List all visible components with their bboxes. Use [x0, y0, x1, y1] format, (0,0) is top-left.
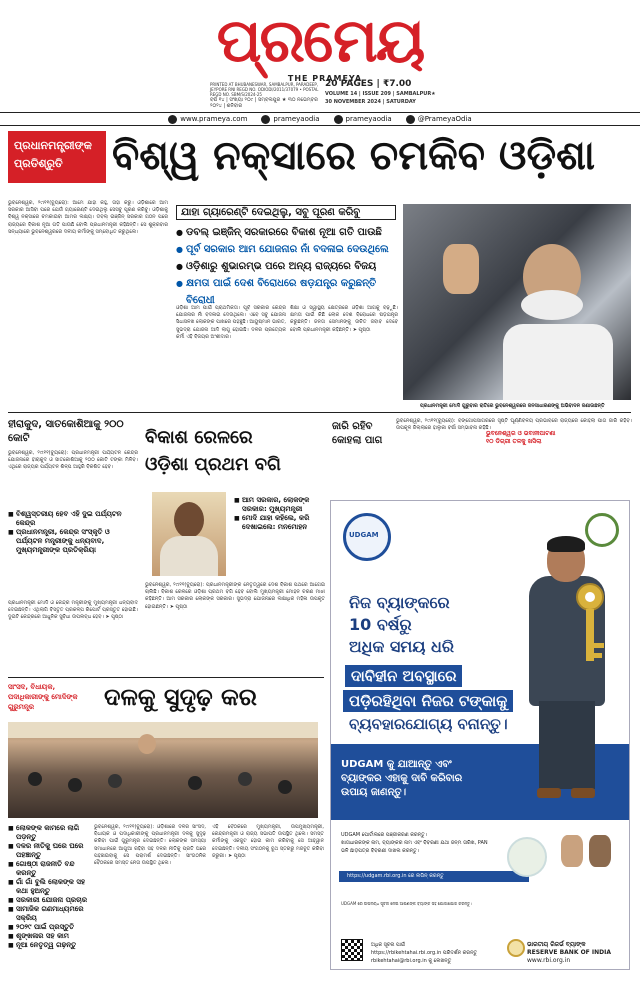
sambad-bullet: ■ ଗୋଷ୍ଠୀ ରାଜନୀତି ବନ୍ଦ କରନ୍ତୁ: [8, 860, 90, 878]
figure-icon: [561, 835, 583, 867]
sambad-kicker: ସାଂସଦ, ବିଧାୟକ, ପଦାଧିକାରୀଙ୍କୁ ମୋଦିଙ୍କ ଗୁରୁମନ୍ତ୍ର: [8, 683, 78, 711]
ad-steps: [341, 831, 491, 855]
meeting-photo[interactable]: [8, 722, 318, 818]
globe-icon: [168, 115, 177, 124]
sambad-bullet: ■ ଗାଁ ଗାଁ ବୁଲି ଲୋକଙ୍କ ସହ କଥା ହୁଅନ୍ତୁ: [8, 878, 90, 896]
beard-shape: [521, 290, 583, 320]
rail-body: ଭୁବନେଶ୍ୱର, ୨୯ା୧୧(ବ୍ୟୁରୋ): ପ୍ରଧାନମନ୍ତ୍ରୀଙ୍କ ନେତୃତ୍ୱରେ ଦେଶ ବିକାଶ ପଥରେ ଆଗେଇ ଚାଲିଛି। ବିକାଶ ରେଳରେ ଓଡ଼ିଶା ପ୍ରଥମ ବଗି ହେବ ବୋଲି ମୁଖ୍ୟମନ୍ତ୍ରୀ ମୋହନ ଚରଣ ମାଝୀ କହିଛନ୍ତି। ଆମ ସରକାର ଲୋକଙ୍କ ସରକାର। ସୁଭଦ୍ରା ଯୋଜନାରେ ଲକ୍ଷାଧିକ ମହିଳା ଉପକୃତ ହୋଇଛନ୍ତି। ➤ ପୃଷ୍ଠା: [145, 582, 325, 610]
cm-photo[interactable]: [152, 492, 226, 576]
rbi-seal-icon: [507, 939, 525, 957]
hirakud-bullet: ■ ପ୍ରଧାନମନ୍ତ୍ରୀ, କେନ୍ଦ୍ର ସଂସ୍କୃତି ଓ ପର୍ଯ୍ୟଟନ ମନ୍ତ୍ରୀଙ୍କୁ ଧନ୍ୟବାଦ, ମୁଖ୍ୟମନ୍ତ୍ରୀଙ୍କ ପ୍ରତିକ୍ରିୟା: [8, 528, 138, 555]
head-shape: [108, 774, 122, 788]
hirakud-body-2: ପ୍ରଧାନମନ୍ତ୍ରୀ ମୋଦି ଓ କେନ୍ଦ୍ର ମନ୍ତ୍ରୀଙ୍କୁ ମୁଖ୍ୟମନ୍ତ୍ରୀ ଧନ୍ୟବାଦ ଦେଇଛନ୍ତି। ଏଥିଲାଗି ବିସ୍ତୃତ ପ୍ରକଳ୍ପ ରିପୋର୍ଟ ପ୍ରସ୍ତୁତ ହୋଇଛି। ଦୁଇଟି କେନ୍ଦ୍ରରେ ଆଧୁନିକ ସୁବିଧା ଉପଲବ୍ଧ ହେବ। ➤ ପୃଷ୍ଠା: [8, 600, 138, 621]
golden-key-icon: [567, 581, 613, 671]
lead-bullet: ● ଡବଲ୍ ଇଞ୍ଜିନ୍ ସରକାରରେ ବିକାଶ ନୂଆ ଗତି ପାଉଛି: [176, 224, 396, 241]
head-shape: [68, 778, 82, 792]
printed-line: PRINTED AT BHUBANESWAR, SAMBALPUR, PARADEEP, JEYPORE RNI REGD NO. ODIODI/2011/37079 • POSTAL REGD NO. SBM/S/2024-25: [210, 82, 319, 97]
social-x[interactable]: prameyaodia: [334, 115, 392, 124]
head-shape: [238, 772, 252, 786]
hirakud-bullet: ■ ବିଶ୍ୱସ୍ତରୀୟ ହେବ ଏହି ଦୁଇ ପର୍ଯ୍ୟଟନ କେନ୍ଦ୍ର: [8, 510, 138, 528]
sambad-bullet: ■ ଦଳର ନୀତିକୁ ଘରେ ଘରେ ପହଞ୍ଚାନ୍ତୁ: [8, 842, 90, 860]
udgam-logo-text: UDGAM: [349, 531, 379, 539]
ad-step: UDGAM ପୋର୍ଟାଲରେ ପଞ୍ଜୀକରଣ କରନ୍ତୁ।: [341, 832, 427, 838]
rail-bullet: ■ ମୋଦି ଯାହା କହିଲେ, କରି ଦେଖାଇଲେ: ମନମୋହନ: [234, 514, 324, 532]
head-shape: [28, 772, 42, 786]
odia-date: ବର୍ଷ ୧୪ | ସଂଖ୍ୟା ୨୦୯ | ସମ୍ବଲପୁର ★ ୩୦ ନଭେମ୍ବର ୨୦୨୪ | ଶନିବାର: [210, 97, 318, 109]
ad-pill-2: ପଡ଼ିରହିଥିବା ନିଜର ଟଙ୍କାକୁ: [343, 690, 513, 712]
ad-footnote: UDGAM ରେ ଉପଲବ୍ଧ ସୂଚନା ନେଇ ଆପଣଙ୍କ ବ୍ୟାଙ୍କ ସହ ଯୋଗାଯୋଗ କରନ୍ତୁ।: [341, 901, 472, 906]
social-bar: [0, 112, 640, 126]
sambad-bullet: ■ ସରକାରୀ ଯୋଜନା ପ୍ରଚାର: [8, 896, 90, 905]
divider: [8, 412, 631, 413]
rbi-name: ଭାରତୀୟ ରିଜର୍ଭ ବ୍ୟାଙ୍କ RESERVE BANK OF INDIA www.rbi.org.in: [527, 941, 611, 964]
logo-subtitle: THE PRAMEYA: [287, 74, 363, 83]
ad-step: ଖାତାଧାରକଙ୍କ ନାମ, ବ୍ୟାଙ୍କର ନାମ ଏବଂ ବିବରଣୀ ଯଥା ଜନ୍ମ ତାରିଖ, PAN ଭଳି ଛାଡ଼ପତ୍ର ବିବରଣୀ ଦାଖଲ କରନ୍ତୁ।: [341, 840, 488, 854]
kohla-headline[interactable]: ଜାରି ରହିବ କୋହଲା ପାଗ: [332, 421, 383, 446]
head-shape: [188, 776, 202, 790]
sambad-bullet: ■ ଲୋକଙ୍କ କାମରେ ଲାଗି ପଡ଼ନ୍ତୁ: [8, 824, 90, 842]
ad-url[interactable]: https://udgam.rbi.org.in ରେ ଲଗିନ୍ କରନ୍ତୁ: [339, 871, 529, 882]
shoe-shape: [571, 788, 595, 798]
sambad-body-2: ଏହି ବୈଠକରେ ମୁଖ୍ୟମନ୍ତ୍ରୀ, ଉପମୁଖ୍ୟମନ୍ତ୍ରୀ, କେନ୍ଦ୍ରମନ୍ତ୍ରୀ ଓ ରାଜ୍ୟ ସଭାପତି ଉପସ୍ଥିତ ଥିଲେ। ସମସ୍ତ କର୍ମୀଙ୍କୁ ଏକଜୁଟ ହୋଇ କାମ କରିବାକୁ ସେ ଆହ୍ୱାନ ଦେଇଛନ୍ତି। ଦଳୀୟ ସଂଗଠନକୁ ବୁଥ ସ୍ତରରୁ ମଜବୁତ କରିବା ଜରୁରୀ। ➤ ପୃଷ୍ଠା: [212, 824, 324, 859]
figure-icon: [589, 835, 611, 867]
sambad-bullet: ■ ସାମାଜିକ ଗଣମାଧ୍ୟମରେ ସକ୍ରିୟ: [8, 905, 90, 923]
masthead: [0, 0, 640, 112]
english-date: 30 NOVEMBER 2024 | SATURDAY: [325, 99, 416, 105]
shoe-shape: [537, 788, 561, 798]
lead-bullet: ● ପୂର୍ବ ସରକାର ଆମ ଯୋଜନାର ନାଁ ବଦଳାଇ ଦେଉଥିଲେ: [176, 241, 396, 258]
rail-headline-1[interactable]: ବିକାଶ ରେଳରେ: [145, 427, 253, 448]
ad-pill-1: ଦାବିହୀନ ଅବସ୍ଥାରେ: [345, 665, 462, 687]
rail-headline-2[interactable]: ଓଡ଼ିଶା ପ୍ରଥମ ବଗି: [145, 454, 281, 475]
ad-udgam-text: UDGAM କୁ ଯାଆନ୍ତୁ ଏବଂ ବ୍ୟାଙ୍କର ଏହାକୁ ଦାବି କରିବାର ଉପାୟ ଜାଣନ୍ତୁ।: [341, 759, 463, 798]
divider: [8, 677, 324, 678]
hirakud-body: ଭୁବନେଶ୍ୱର, ୨୯ା୧୧(ବ୍ୟୁରୋ): ପ୍ରଧାନମନ୍ତ୍ରୀ ପର୍ଯ୍ୟଟନ କେନ୍ଦ୍ର ଯୋଜନାରେ ହୀରାକୁଦ ଓ ସାତକୋଶିଆକୁ ୨୦୦ କୋଟି ଟଙ୍କା ମିଳିବ। ଏଥିରେ ରାଜ୍ୟର ପର୍ଯ୍ୟଟନ ଶିଳ୍ପ ଆହୁରି ବିକଶିତ ହେବ।: [8, 450, 138, 471]
ad-contact: ଅଧିକ ସୂଚନା ପାଇଁ https://rbikehtahai.rbi.org.in ପରିଦର୍ଶନ କରନ୍ତୁ rbikehtahai@rbi.org.in କୁ ଲେଖନ୍ତୁ: [371, 942, 478, 964]
sambad-bullet: ■ ୨୦୨୯ ପାଇଁ ପ୍ରସ୍ତୁତି: [8, 923, 90, 932]
hand-shape: [443, 244, 479, 294]
lead-photo-caption: ପ୍ରଧାନମନ୍ତ୍ରୀ ମୋଦି ଗୁରୁବାର ରାତିରେ ଭୁବନେଶ୍ୱରରେ ଜନସାଧାରଣଙ୍କୁ ଅଭିବାଦନ ଜଣାଉଛନ୍ତି: [420, 403, 605, 409]
lead-headline[interactable]: ବିଶ୍ୱ ନକ୍ସାରେ ଚମକିବ ଓଡ଼ିଶା: [112, 133, 595, 179]
sambad-bullets: [8, 824, 90, 950]
lead-right-column: ଶିକ୍ଷା ଓ ସ୍ୱାସ୍ଥ୍ୟ କ୍ଷେତ୍ରରେ ଓଡ଼ିଶା ଆଗକୁ ବଢ଼ୁଛି। କ୍ଷମତା ପାଇଁ କିଛି ଲୋକ ଦେଶ ବିରୋଧରେ ଷଡ଼ଯନ୍ତ୍ର କରୁଛନ୍ତି। ଜନତା ସେମାନଙ୍କୁ ଉଚିତ ଜବାବ ଦେବେ ବୋଲି ପ୍ରଧାନମନ୍ତ୍ରୀ କହିଛନ୍ତି। ➤ ପୃଷ୍ଠା: [290, 305, 398, 333]
social-website[interactable]: www.prameya.com: [168, 115, 247, 124]
sambad-bullet: ■ ନୂଆ ନେତୃତ୍ୱ ଗଢ଼ନ୍ତୁ: [8, 941, 90, 950]
lead-kicker: ଯାହା ଗ୍ୟାରେଣ୍ଟି ଦେଇଥିଲୁ, ସବୁ ପୂରଣ କରିବୁ: [176, 205, 396, 220]
lead-tag: ପ୍ରଧାନମନ୍ତ୍ରୀଙ୍କ ପ୍ରତିଶ୍ରୁତି: [8, 131, 106, 183]
rail-bullet: ■ ଆମ ସରକାର, ଲୋକଙ୍କ ସରକାର: ମୁଖ୍ୟମନ୍ତ୍ରୀ: [234, 496, 324, 514]
facebook-icon: [261, 115, 270, 124]
lead-mid-column: ଓଡ଼ିଶା ଆମ ପାଇଁ ପ୍ରାଥମିକତା। ପୂର୍ବ ସରକାର କେନ୍ଦ୍ର ଯୋଜନାର ନାଁ ବଦଳାଇ ଦେଉଥିଲେ। ଏବେ ସବୁ ଯୋଜନା ସିଧାସଳଖ ଲୋକଙ୍କ ପାଖରେ ପହଞ୍ଚୁଛି। ଆୟୁଷ୍ମାନ ଭାରତ, ସୁଭଦ୍ରା ଯୋଜନା ଆଦି ଲାଗୁ ହୋଇଛି। ଦଳର ପ୍ରତ୍ୟେକ କର୍ମୀ ଏହି ବିଜୟର ଅଂଶୀଦାର।: [176, 305, 286, 340]
qr-code-icon[interactable]: [341, 939, 363, 961]
hair-shape: [547, 536, 585, 552]
ad-line-2: 10 ବର୍ଷରୁ: [349, 615, 412, 634]
banner-shape: [8, 722, 318, 738]
rail-bullets: [234, 496, 324, 532]
lead-bullets: [176, 224, 396, 309]
badge-icon: [507, 837, 547, 877]
kohla-body: ଭୁବନେଶ୍ୱର, ୨୯ା୧୧(ବ୍ୟୁରୋ): ବଙ୍ଗୋପସାଗରରେ ସୃଷ୍ଟି ଘୂର୍ଣ୍ଣିବଳୟ ପ୍ରଭାବରେ ରାଜ୍ୟରେ କୋହଲା ପାଗ ଜାରି ରହିବ। ଉପକୂଳ ଜିଲ୍ଲାରେ ହାଲୁକା ବର୍ଷା ସମ୍ଭାବନା ରହିଛି।: [396, 418, 632, 432]
shirt-shape: [160, 536, 218, 576]
lead-left-column: ଭୁବନେଶ୍ୱର, ୨୯ା୧୧(ବ୍ୟୁରୋ): ଆମେ ଯାହା କହୁ, ତାହା କରୁ। ଓଡ଼ିଶାରେ ଆମ ସରକାର ଆସିବା ପରେ ଯେଉଁ ଗ୍ୟାରେଣ୍ଟି ଦେଇଥିଲୁ ସେସବୁ ପୂରଣ କରିବୁ। ଓଡ଼ିଶାକୁ ବିଶ୍ୱ ନକ୍ସାରେ ଚମକାଇବା ଆମର ଲକ୍ଷ୍ୟ। ଡବଲ୍ ଇଞ୍ଜିନ୍ ସରକାର ଗଠନ ପରେ ରାଜ୍ୟରେ ବିକାଶ ନୂଆ ଗତି ପାଉଛି ବୋଲି ପ୍ରଧାନମନ୍ତ୍ରୀ କହିଛନ୍ତି। ସେ ଶୁକ୍ରବାର ସନ୍ଧ୍ୟାରେ ଭୁବନେଶ୍ୱରରେ ଦଳୀୟ କର୍ମୀଙ୍କୁ ସମ୍ବୋଧିତ କରୁଥିଲେ।: [8, 200, 168, 235]
sambad-headline[interactable]: ଦଳକୁ ସୁଦୃଢ଼ କର: [104, 683, 257, 711]
lead-photo[interactable]: [403, 204, 631, 400]
sambad-bullet: ■ ଶୃଙ୍ଖଳାର ସହ କାମ: [8, 932, 90, 941]
ad-line-4: ବ୍ୟବହାରଯୋଗ୍ୟ ବନାନ୍ତୁ।: [349, 715, 508, 733]
hirakud-headline[interactable]: ହୀରାକୁଦ, ସାତକୋଶିଆକୁ ୨୦୦ କୋଟି: [8, 419, 124, 444]
social-instagram[interactable]: @PrameyaOdia: [406, 115, 472, 124]
instagram-icon: [406, 115, 415, 124]
social-facebook[interactable]: prameyaodia: [261, 115, 319, 124]
kohla-box: ଭୁବନେଶ୍ୱର ଓ ଭବାନୀପାଟଣା ୧୦ ଡିଗ୍ରୀ ତଳକୁ ଖସିଲା: [486, 430, 556, 445]
hirakud-bullets: [8, 510, 138, 555]
kurta-shape: [503, 324, 613, 400]
head-shape: [278, 780, 292, 794]
x-icon: [334, 115, 343, 124]
sambad-body: ଭୁବନେଶ୍ୱର, ୨୯ା୧୧(ବ୍ୟୁରୋ): ଓଡ଼ିଶାରେ ଦଳର ସାଂସଦ, ବିଧାୟକ ଓ ପଦାଧିକାରୀଙ୍କୁ ପ୍ରଧାନମନ୍ତ୍ରୀ ଦଳକୁ ସୁଦୃଢ଼ କରିବା ପାଇଁ ଗୁରୁମନ୍ତ୍ର ଦେଇଛନ୍ତି। ଲୋକଙ୍କ ସମସ୍ୟା ସମାଧାନରେ ଆଗୁଆ ରହିବା ସହ ଦଳର ନୀତିକୁ ପ୍ରତି ଘରେ ପହଞ୍ଚାଇବାକୁ ସେ ପରାମର୍ଶ ଦେଇଛନ୍ତି। ସାଂଗଠନିକ ବୈଠକରେ ସମସ୍ତ ନେତା ଉପସ୍ଥିତ ଥିଲେ।: [94, 824, 206, 867]
lead-bullet: ● ଓଡ଼ିଶାରୁ ଶୁଭାରମ୍ଭ ପରେ ଅନ୍ୟ ରାଜ୍ୟରେ ବିଜୟ: [176, 258, 396, 275]
pages-price: 20 PAGES | ₹7.00: [325, 79, 412, 89]
issue-info: [325, 79, 445, 105]
lead-bullet: ● କ୍ଷମତା ପାଇଁ ଦେଶ ବିରୋଧରେ ଷଡ଼ଯନ୍ତ୍ର କରୁଛନ୍ତି ବିରୋଧୀ: [176, 275, 396, 309]
face-shape: [138, 734, 156, 754]
rbi-advertisement[interactable]: [330, 500, 630, 970]
volume-line: VOLUME 14 | ISSUE 209 | SAMBALPUR★: [325, 91, 436, 97]
newspaper-logo[interactable]: ପ୍ରମେୟ: [216, 6, 424, 76]
ad-line-3: ଅଧିକ ସମୟ ଧରି: [349, 637, 454, 656]
ad-line-1: ନିଜ ବ୍ୟାଙ୍କରେ: [349, 593, 450, 612]
legs-shape: [539, 701, 595, 789]
face-shape: [174, 502, 204, 538]
